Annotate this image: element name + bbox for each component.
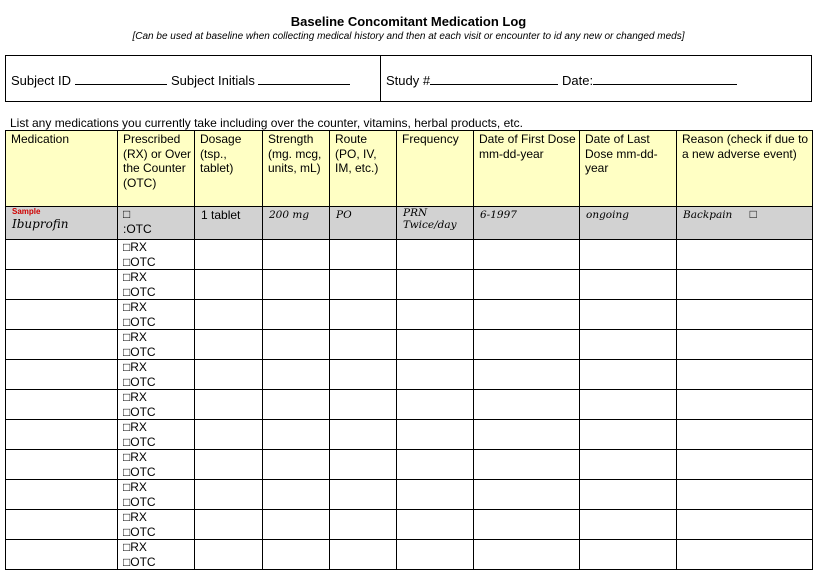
table-cell[interactable] [330,450,397,480]
table-cell[interactable] [263,450,330,480]
column-header: Reason (check if due to a new adverse event) [677,131,813,207]
table-cell[interactable] [6,510,118,540]
sample-frequency-1: PRN [403,207,428,219]
table-cell[interactable] [397,330,474,360]
rx-otc-cell[interactable] [118,390,195,420]
table-cell[interactable] [580,300,677,330]
sample-frequency-cell [397,207,474,240]
table-cell[interactable] [6,330,118,360]
subject-initials-line[interactable] [258,72,350,85]
rx-checkbox[interactable]: □RX [123,270,147,284]
table-cell[interactable] [397,270,474,300]
table-cell[interactable] [580,420,677,450]
column-header: Date of Last Dose mm-dd-year [580,131,677,207]
column-header: Strength (mg. mcg, units, mL) [263,131,330,207]
rx-checkbox[interactable]: □RX [123,360,147,374]
header-box [5,55,812,102]
table-cell[interactable] [677,420,813,450]
sample-reason: Backpain [683,209,733,221]
table-cell[interactable] [677,360,813,390]
table-row [6,270,813,300]
rx-otc-cell[interactable] [118,480,195,510]
table-cell[interactable] [6,360,118,390]
study-label: Study # [386,73,431,88]
table-cell[interactable] [263,510,330,540]
rx-checkbox[interactable]: □RX [123,240,147,254]
table-cell[interactable] [677,480,813,510]
column-header: Date of First Dose mm-dd-year [474,131,580,207]
rx-otc-cell[interactable] [118,420,195,450]
table-cell[interactable] [397,300,474,330]
sample-medication-cell [6,207,118,240]
table-cell[interactable] [580,270,677,300]
table-row [6,300,813,330]
table-cell[interactable] [195,270,263,300]
table-cell[interactable] [474,390,580,420]
subject-initials-field[interactable] [171,72,350,88]
column-header: Route (PO, IV, IM, etc.) [330,131,397,207]
table-row [6,330,813,360]
table-cell[interactable] [6,270,118,300]
subject-id-field[interactable] [11,72,167,88]
table-cell[interactable] [195,450,263,480]
table-cell[interactable] [677,390,813,420]
rx-otc-cell[interactable] [118,540,195,570]
table-cell[interactable] [580,240,677,270]
table-cell[interactable] [6,450,118,480]
table-cell[interactable] [263,420,330,450]
table-cell[interactable] [580,330,677,360]
table-cell[interactable] [195,390,263,420]
table-cell[interactable] [263,330,330,360]
table-cell[interactable] [6,240,118,270]
header-divider [380,56,381,101]
sample-strength-cell [263,207,330,240]
table-cell[interactable] [580,480,677,510]
rx-checkbox[interactable]: □RX [123,450,147,464]
page-subtitle: [Can be used at baseline when collecting medical history and then at each visit or encounter to id any new or changed meds] [132,31,685,42]
table-cell[interactable] [6,300,118,330]
otc-checkbox[interactable]: □OTC [123,434,156,449]
table-cell[interactable] [397,480,474,510]
table-row [6,450,813,480]
date-label: Date: [562,73,594,88]
column-header: Dosage (tsp., tablet) [195,131,263,207]
rx-otc-cell[interactable] [118,240,195,270]
medication-table [5,130,813,570]
table-cell[interactable] [474,300,580,330]
table-cell[interactable] [6,390,118,420]
table-cell[interactable] [195,480,263,510]
rx-checkbox[interactable]: □RX [123,420,147,434]
table-cell[interactable] [677,540,813,570]
table-cell[interactable] [330,330,397,360]
table-cell[interactable] [330,240,397,270]
rx-checkbox[interactable]: □RX [123,300,147,314]
date-line[interactable] [593,72,737,85]
rx-otc-cell[interactable] [118,330,195,360]
table-cell[interactable] [677,450,813,480]
table-cell[interactable] [474,420,580,450]
sample-reason-checkbox-icon: □ [749,207,757,221]
rx-otc-cell[interactable] [118,300,195,330]
sample-checkbox-icon: □ [123,207,131,221]
date-field[interactable] [562,72,737,88]
table-cell[interactable] [195,420,263,450]
sample-rx-otc-cell [118,207,195,240]
sample-frequency-2: Twice/day [403,219,457,231]
rx-checkbox[interactable]: □RX [123,510,147,524]
rx-checkbox[interactable]: □RX [123,480,147,494]
subject-id-label: Subject ID [11,73,71,88]
table-cell[interactable] [397,450,474,480]
table-cell[interactable] [330,420,397,450]
sample-tag: Sample [12,207,41,216]
table-row [6,390,813,420]
table-cell[interactable] [397,360,474,390]
page-title: Baseline Concomitant Medication Log [290,14,527,29]
sample-route: PO [336,209,352,221]
rx-checkbox[interactable]: □RX [123,390,147,404]
table-cell[interactable] [397,240,474,270]
sample-medication: Ibuprofin [12,217,69,231]
study-field[interactable] [386,72,558,88]
rx-otc-cell[interactable] [118,510,195,540]
table-cell[interactable] [330,510,397,540]
table-cell[interactable] [330,360,397,390]
rx-checkbox[interactable]: □RX [123,540,147,554]
rx-otc-cell[interactable] [118,270,195,300]
table-cell[interactable] [330,300,397,330]
sample-first-dose-cell [474,207,580,240]
sample-row [6,207,813,240]
table-cell[interactable] [195,360,263,390]
otc-checkbox[interactable]: □OTC [123,254,156,269]
table-cell[interactable] [474,360,580,390]
table-cell[interactable] [474,450,580,480]
sample-reason-cell [677,207,813,240]
table-cell[interactable] [474,510,580,540]
table-cell[interactable] [330,270,397,300]
sample-dosage-cell [195,207,263,240]
rx-otc-cell[interactable] [118,450,195,480]
table-cell[interactable] [6,420,118,450]
sample-last-dose: ongoing [586,209,629,221]
table-cell[interactable] [580,360,677,390]
table-cell[interactable] [195,510,263,540]
table-cell[interactable] [580,540,677,570]
table-row [6,420,813,450]
otc-checkbox[interactable]: □OTC [123,404,156,419]
table-cell[interactable] [677,240,813,270]
otc-checkbox[interactable]: □OTC [123,554,156,569]
sample-last-dose-cell [580,207,677,240]
table-row [6,510,813,540]
otc-checkbox[interactable]: □OTC [123,464,156,479]
table-cell[interactable] [474,270,580,300]
table-cell[interactable] [474,480,580,510]
table-cell[interactable] [677,270,813,300]
subject-initials-label: Subject Initials [171,73,255,88]
table-cell[interactable] [474,330,580,360]
table-cell[interactable] [580,390,677,420]
study-line[interactable] [430,72,558,85]
table-cell[interactable] [397,390,474,420]
table-cell[interactable] [263,540,330,570]
table-cell[interactable] [263,480,330,510]
table-cell[interactable] [263,360,330,390]
table-cell[interactable] [330,540,397,570]
table-cell[interactable] [397,540,474,570]
subject-id-line[interactable] [75,72,167,85]
sample-dosage: 1 tablet [201,208,241,222]
otc-checkbox[interactable]: □OTC [123,524,156,539]
sample-first-dose: 6-1997 [480,209,517,221]
column-header: Prescribed (RX) or Over the Counter (OTC) [118,131,195,207]
table-row [6,480,813,510]
table-cell[interactable] [195,540,263,570]
table-cell[interactable] [677,330,813,360]
sample-rx-otc: :OTC [123,221,152,236]
table-row [6,540,813,570]
otc-checkbox[interactable]: □OTC [123,374,156,389]
rx-checkbox[interactable]: □RX [123,330,147,344]
table-cell[interactable] [580,510,677,540]
table-cell[interactable] [474,240,580,270]
column-header: Frequency [397,131,474,207]
table-header-row [6,131,813,207]
table-cell[interactable] [330,390,397,420]
table-cell[interactable] [397,420,474,450]
table-cell[interactable] [195,240,263,270]
intro-text: List any medications you currently take including over the counter, vitamins, herbal products, etc. [10,116,523,130]
sample-strength: 200 mg [269,209,310,221]
table-cell[interactable] [263,390,330,420]
table-cell[interactable] [195,330,263,360]
otc-checkbox[interactable]: □OTC [123,494,156,509]
otc-checkbox[interactable]: □OTC [123,344,156,359]
otc-checkbox[interactable]: □OTC [123,284,156,299]
rx-otc-cell[interactable] [118,360,195,390]
table-cell[interactable] [195,300,263,330]
table-cell[interactable] [263,270,330,300]
table-cell[interactable] [397,510,474,540]
sample-route-cell [330,207,397,240]
table-row [6,360,813,390]
otc-checkbox[interactable]: □OTC [123,314,156,329]
table-cell[interactable] [6,540,118,570]
table-cell[interactable] [474,540,580,570]
table-cell[interactable] [263,240,330,270]
table-cell[interactable] [6,480,118,510]
table-cell[interactable] [677,300,813,330]
table-cell[interactable] [263,300,330,330]
column-header: Medication [6,131,118,207]
table-cell[interactable] [677,510,813,540]
table-row [6,240,813,270]
table-cell[interactable] [330,480,397,510]
table-cell[interactable] [580,450,677,480]
